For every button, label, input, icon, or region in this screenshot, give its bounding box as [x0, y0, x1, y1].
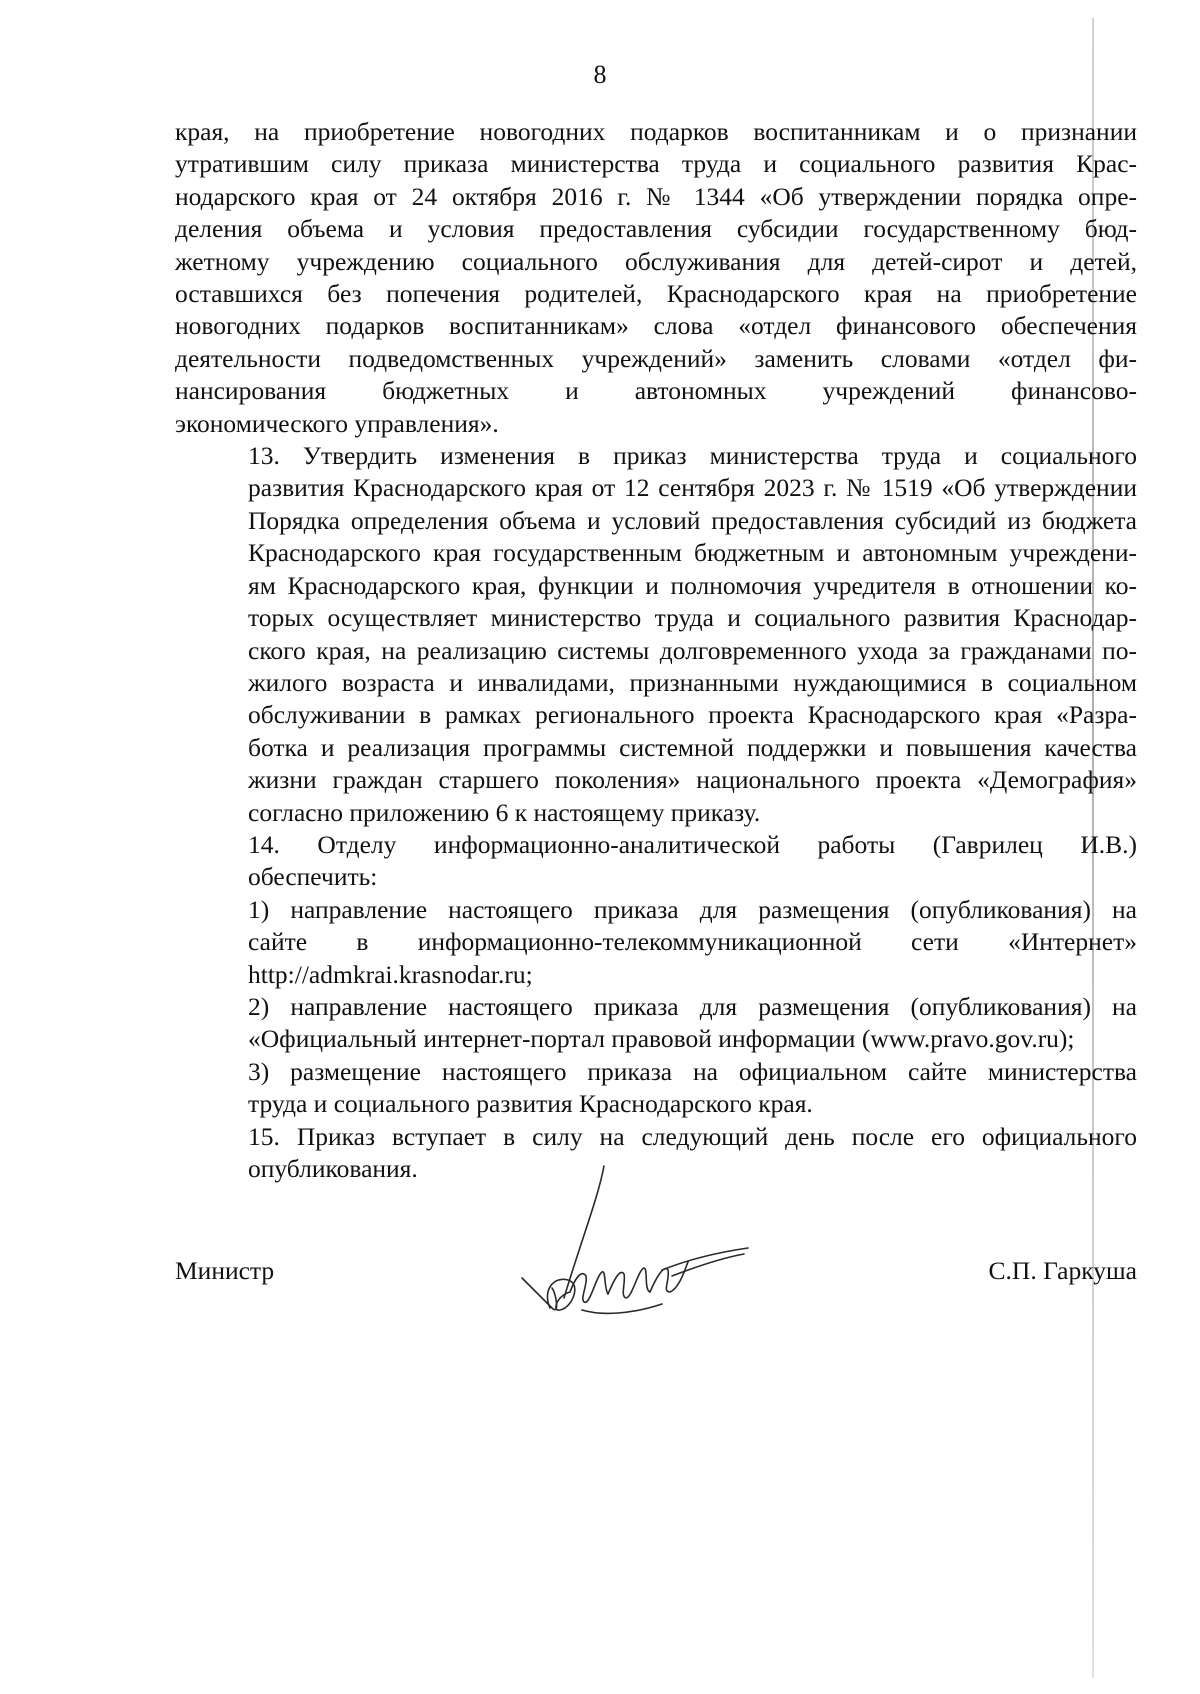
paragraph	[175, 440, 1137, 829]
text-line: «Официальный интернет-портал правовой информации (www.pravo.gov.ru);	[248, 1024, 1075, 1054]
text-line: утратившим силу приказа министерства труда и социального развития Крас-	[175, 149, 1137, 179]
text-line: 13. Утвердить изменения в приказ министерства труда и социального	[248, 441, 1137, 471]
text-line: 2) направление настоящего приказа для размещения (опубликования) на	[248, 991, 1137, 1021]
text-line: края, на приобретение новогодних подарков воспитанникам и о признании	[175, 117, 1137, 146]
document-body	[175, 116, 1137, 1185]
text-line: жилого возраста и инвалидами, признанными нуждающимися в социальном	[248, 667, 1137, 697]
text-line: Порядка определения объема и условий предоставления субсидий из бюджета	[248, 505, 1137, 535]
text-line: опубликования.	[248, 1154, 418, 1183]
paragraph	[175, 116, 1137, 440]
text-line: деятельности подведомственных учреждений» заменить словами «отдел фи-	[175, 343, 1137, 373]
text-line: экономического управления».	[175, 408, 499, 438]
paragraph	[175, 894, 1137, 991]
text-line: http://admkrai.krasnodar.ru;	[248, 959, 533, 989]
text-line: деления объема и условия предоставления субсидии государственному бюд-	[175, 214, 1137, 244]
paragraph	[175, 1056, 1137, 1121]
text-line: жизни граждан старшего поколения» национального проекта «Демография»	[248, 765, 1137, 795]
text-line: торых осуществляет министерство труда и социального развития Краснодар-	[248, 603, 1137, 633]
text-line: ям Краснодарского края, функции и полномочия учредителя в отношении ко-	[248, 570, 1137, 600]
signatory-title: Министр	[175, 1256, 275, 1285]
paragraph	[175, 829, 1137, 894]
text-line: обслуживании в рамках регионального проекта Краснодарского края «Разра-	[248, 700, 1137, 730]
text-line: сайте в информационно-телекоммуникационной сети «Интернет»	[248, 927, 1137, 957]
text-line: обеспечить:	[248, 862, 378, 892]
text-line: ского края, на реализацию системы долговременного ухода за гражданами по-	[248, 635, 1137, 665]
text-line: Краснодарского края государственным бюджетным и автономным учреждени-	[248, 538, 1137, 568]
signatory-name: С.П. Гаркуша	[988, 1256, 1137, 1285]
text-line: согласно приложению 6 к настоящему приказу.	[248, 797, 761, 827]
text-line: 15. Приказ вступает в силу на следующий день после его официального	[248, 1121, 1137, 1151]
text-line: жетному учреждению социального обслуживания для детей-сирот и детей,	[175, 246, 1137, 276]
text-line: 14. Отделу информационно-аналитической работы (Гаврилец И.В.)	[248, 829, 1137, 859]
paragraph	[175, 991, 1137, 1056]
text-line: оставшихся без попечения родителей, Краснодарского края на приобретение	[175, 279, 1137, 309]
text-line: 1) направление настоящего приказа для размещения (опубликования) на	[248, 894, 1137, 924]
text-line: новогодних подарков воспитанникам» слова «отдел финансового обеспечения	[175, 311, 1137, 341]
text-line: ботка и реализация программы системной поддержки и повышения качества	[248, 732, 1137, 762]
text-line: 3) размещение настоящего приказа на официальном сайте министерства	[248, 1056, 1137, 1086]
page-number: 8	[593, 60, 607, 89]
text-line: нансирования бюджетных и автономных учреждений финансово-	[175, 376, 1137, 406]
text-line: нодарского края от 24 октября 2016 г. № 1344 «Об утверждении порядка опре-	[175, 181, 1137, 211]
text-line: развития Краснодарского края от 12 сентября 2023 г. № 1519 «Об утверждении	[248, 473, 1137, 503]
text-line: труда и социального развития Краснодарского края.	[248, 1089, 813, 1119]
signature-block	[175, 1255, 1137, 1315]
